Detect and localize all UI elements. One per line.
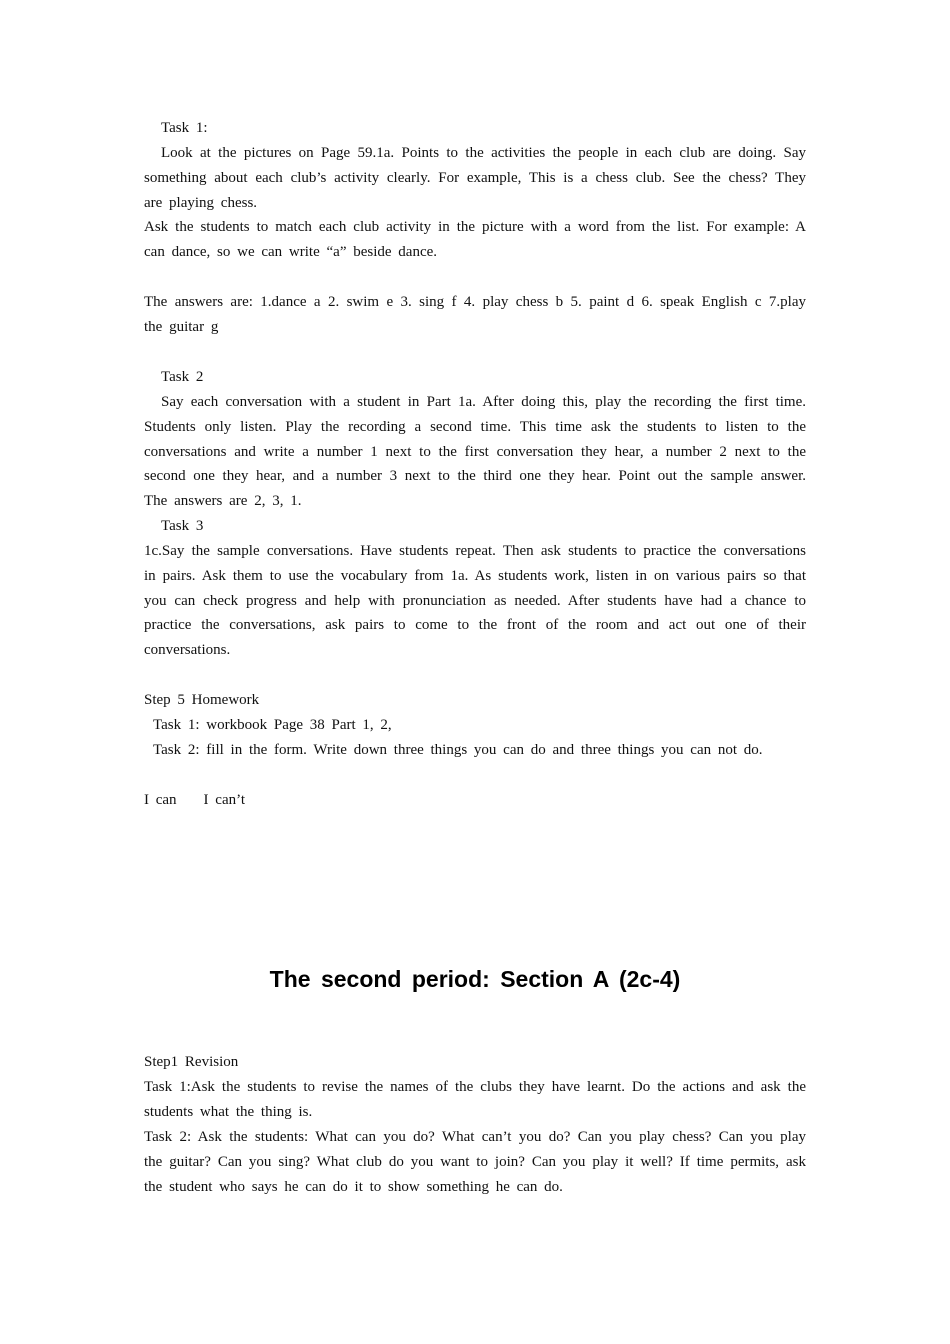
- task1-title: Task 1:: [161, 120, 208, 136]
- step5-task2: Task 2: fill in the form. Write down three things you can do and three things you can not do.: [153, 742, 763, 758]
- answers-line: The answers are: 1.dance a 2. swim e 3. sing f 4. play chess b 5. paint d 6. speak English c 7.play the guitar g: [144, 294, 806, 335]
- step1-title: Step1 Revision: [144, 1054, 239, 1070]
- task3-title: Task 3: [161, 518, 204, 534]
- revision-task1: Task 1:Ask the students to revise the names of the clubs they have learnt. Do the actions and ask the students what the thing is.: [144, 1079, 806, 1120]
- task1-instructions: Ask the students to match each club activity in the picture with a word from the list. For example: A can dance, so we can write “a” beside dance.: [144, 219, 806, 260]
- step5-title: Step 5 Homework: [144, 692, 260, 708]
- form-line: I can I can’t: [144, 792, 246, 808]
- task3-paragraph: 1c.Say the sample conversations. Have students repeat. Then ask students to practice the conversations in pairs. Ask them to use the vocabulary from 1a. As students work, listen in on various pairs so that you can check progress and help with pronunciation as needed. After students have had a chance to practice the conversations, ask pairs to come to the front of the room and act out one of their conversations.: [144, 543, 806, 659]
- step5-task1: Task 1: workbook Page 38 Part 1, 2,: [153, 717, 392, 733]
- task1-paragraph: Look at the pictures on Page 59.1a. Points to the activities the people in each club are doing. Say something about each club’s activity clearly. For example, This is a chess club. See the chess? They are playing chess.: [144, 145, 806, 211]
- task2-paragraph: Say each conversation with a student in Part 1a. After doing this, play the recording the first time. Students only listen. Play the recording a second time. This time ask the students to listen to the conversations and write a number 1 next to the first conversation they hear, a number 2 next to the second one they hear, and a number 3 next to the third one they hear. Point out the sample answer. The answers are 2, 3, 1.: [144, 394, 806, 510]
- task2-title: Task 2: [161, 369, 204, 385]
- section-heading: The second period: Section A (2c-4): [269, 966, 681, 992]
- revision-task2: Task 2: Ask the students: What can you do? What can’t you do? Can you play chess? Can you play the guitar? Can you sing? What club do you want to join? Can you play it well? If time permits, ask the student who says he can do it to show something he can do.: [144, 1129, 806, 1195]
